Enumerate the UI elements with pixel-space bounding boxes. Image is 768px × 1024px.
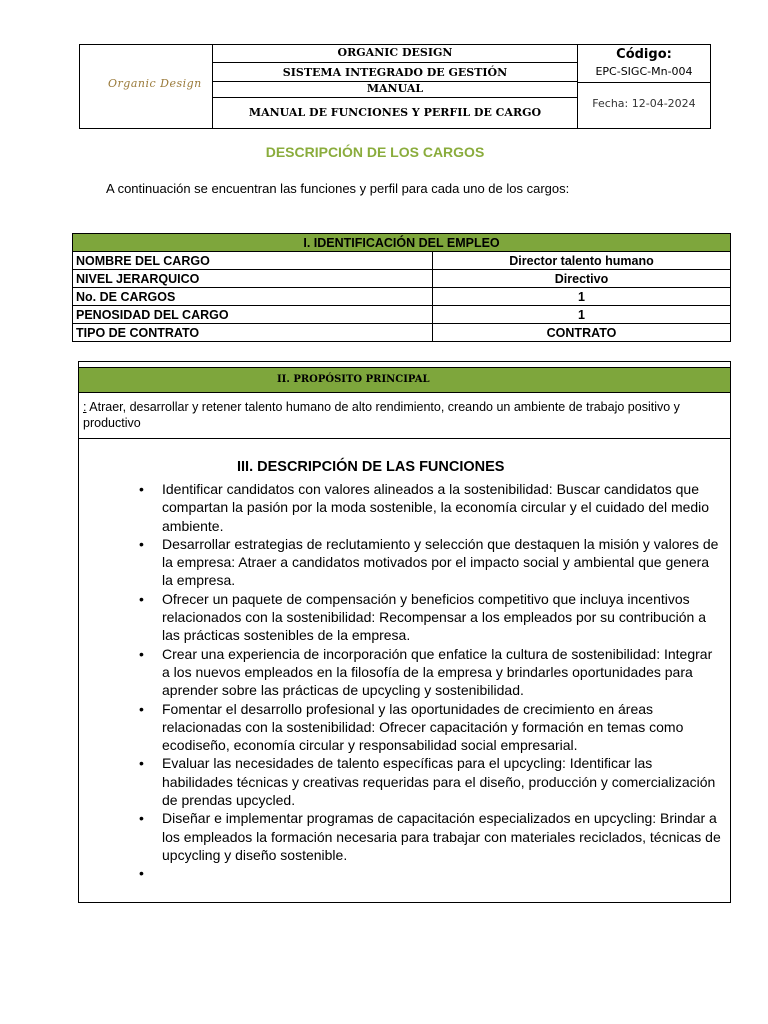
codigo-value: EPC-SIGC-Mn-004 [595, 65, 693, 78]
functions-box [78, 439, 731, 903]
header-doc-type: MANUAL [213, 82, 577, 98]
header-system-name: SISTEMA INTEGRADO DE GESTIÓN [213, 63, 577, 82]
logo-cell [80, 45, 213, 128]
header-divider [578, 82, 710, 83]
purpose-colon: : [83, 400, 87, 414]
table-row [73, 288, 731, 306]
row-value: Directivo [433, 270, 731, 288]
codigo-label: Código: [616, 47, 672, 62]
list-item: • Crear una experiencia de incorporación que enfatice la cultura de sostenibilidad: Integrar a los nuevos empleados en la filosofía de la empresa y brindarles oportunidades para aprender sobre las prácticas de upcycling y sostenibilidad. [137, 645, 722, 700]
row-value: Director talento humano [433, 252, 731, 270]
list-item: • Desarrollar estrategias de reclutamiento y selección que destaquen la misión y valores de la empresa: Atraer a candidatos motivados por el impacto social y ambiental que genera la empresa. [137, 535, 722, 590]
table-row [73, 270, 731, 288]
row-label: No. DE CARGOS [73, 288, 433, 306]
purpose-box [78, 361, 731, 439]
purpose-heading-band [79, 367, 730, 393]
header-code-block [578, 45, 710, 128]
table-row [73, 252, 731, 270]
identification-table [72, 233, 731, 342]
row-value: 1 [433, 288, 731, 306]
company-logo: Organic Design [108, 77, 202, 90]
purpose-body: Atraer, desarrollar y retener talento humano de alto rendimiento, creando un ambiente de trabajo positivo y productivo [83, 400, 680, 430]
identification-heading: I. IDENTIFICACIÓN DEL EMPLEO [73, 234, 731, 252]
header-org-name: ORGANIC DESIGN [213, 45, 577, 63]
row-label: TIPO DE CONTRATO [73, 324, 433, 342]
fecha: Fecha: 12-04-2024 [592, 97, 696, 110]
row-label: NIVEL JERARQUICO [73, 270, 433, 288]
section-title: DESCRIPCIÓN DE LOS CARGOS [265, 144, 485, 160]
list-item: • Fomentar el desarrollo profesional y las oportunidades de crecimiento en áreas relacionadas con la sostenibilidad: Ofrecer capacitación y formación en temas como ecodiseño, economía circular y responsabilidad social empresarial. [137, 700, 722, 755]
functions-heading: III. DESCRIPCIÓN DE LAS FUNCIONES [237, 459, 505, 475]
row-label: PENOSIDAD DEL CARGO [73, 306, 433, 324]
list-item: • Evaluar las necesidades de talento específicas para el upcycling: Identificar las habilidades técnicas y creativas requeridas para el diseño, producción y comercialización de prendas upcycled. [137, 754, 722, 809]
header-titles [213, 45, 578, 128]
functions-list [137, 480, 722, 882]
list-item [137, 864, 722, 882]
row-value: 1 [433, 306, 731, 324]
list-item: • Diseñar e implementar programas de capacitación especializados en upcycling: Brindar a los empleados la formación necesaria para trabajar con materiales reciclados, técnicas de upcycling y diseño sostenible. [137, 809, 722, 864]
row-label: NOMBRE DEL CARGO [73, 252, 433, 270]
purpose-text [83, 399, 723, 431]
table-header-row [73, 234, 731, 252]
purpose-heading: II. PROPÓSITO PRINCIPAL [277, 374, 430, 385]
table-row [73, 324, 731, 342]
header-doc-title: MANUAL DE FUNCIONES Y PERFIL DE CARGO [248, 106, 542, 119]
intro-text: A continuación se encuentran las funciones y perfil para cada uno de los cargos: [106, 181, 570, 196]
list-item: • Ofrecer un paquete de compensación y beneficios competitivo que incluya incentivos relacionados con la sostenibilidad: Recompensar a los empleados por su contribución a las prácticas sostenibles de la empresa. [137, 590, 722, 645]
list-item: • Identificar candidatos con valores alineados a la sostenibilidad: Buscar candidatos que compartan la pasión por la moda sostenible, la economía circular y el cuidado del medio ambiente. [137, 480, 722, 535]
row-value: CONTRATO [433, 324, 731, 342]
table-row [73, 306, 731, 324]
document-header [79, 44, 711, 129]
